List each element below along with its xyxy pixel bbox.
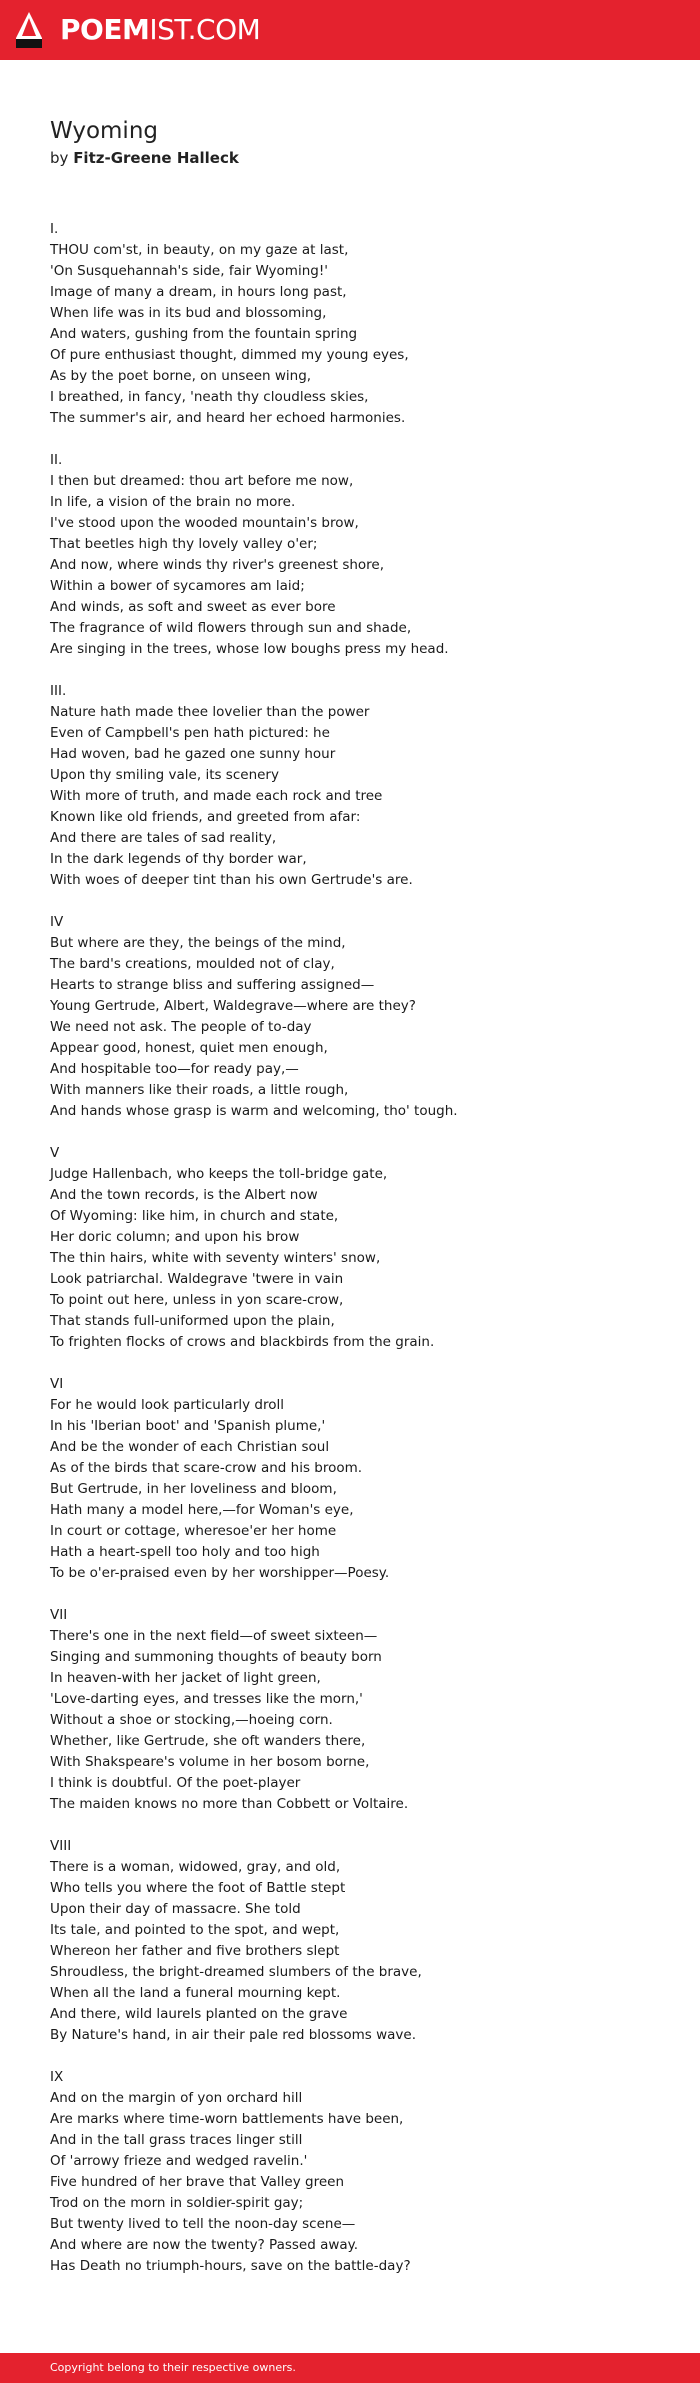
poem-line: Even of Campbell's pen hath pictured: he (50, 725, 330, 741)
by-label: by (50, 149, 69, 167)
poem-line: Hath a heart-spell too holy and too high (50, 1544, 320, 1560)
poem-stanza (50, 1143, 670, 1353)
poem-line: And there are tales of sad reality, (50, 830, 277, 846)
poem-line: Singing and summoning thoughts of beauty born (50, 1649, 382, 1665)
poem-line: In court or cottage, wheresoe'er her home (50, 1523, 337, 1539)
poem-line: We need not ask. The people of to-day (50, 1019, 312, 1035)
poem-line: Young Gertrude, Albert, Waldegrave—where are they? (50, 998, 416, 1014)
poem-line: I breathed, in fancy, 'neath thy cloudless skies, (50, 389, 369, 405)
poem-byline (50, 148, 239, 168)
poem-line: Its tale, and pointed to the spot, and wept, (50, 1922, 340, 1938)
poem-line: There's one in the next field—of sweet sixteen— (50, 1628, 378, 1644)
poem-line: To frighten flocks of crows and blackbirds from the grain. (50, 1334, 435, 1350)
poem-line: Within a bower of sycamores am laid; (50, 578, 305, 594)
poem-line: With more of truth, and made each rock and tree (50, 788, 383, 804)
poem-line: THOU com'st, in beauty, on my gaze at last, (50, 242, 349, 258)
poem-line: Five hundred of her brave that Valley green (50, 2174, 345, 2190)
poem-line: Shroudless, the bright-dreamed slumbers of the brave, (50, 1964, 422, 1980)
poem-stanza (50, 681, 670, 891)
poem-line: The thin hairs, white with seventy winters' snow, (50, 1250, 381, 1266)
poem-line: With manners like their roads, a little rough, (50, 1082, 349, 1098)
poem-line: I think is doubtful. Of the poet-player (50, 1775, 301, 1791)
stanza-number: V (50, 1145, 60, 1161)
site-footer (0, 2353, 700, 2383)
poem-line: In life, a vision of the brain no more. (50, 494, 296, 510)
poem-line: That beetles high thy lovely valley o'er; (50, 536, 318, 552)
logo-light-text: IST.COM (149, 13, 261, 46)
poem-stanza (50, 1605, 670, 1815)
stanza-number: VIII (50, 1838, 72, 1854)
poem-line: But where are they, the beings of the mind, (50, 935, 346, 951)
poem-line: And on the margin of yon orchard hill (50, 2090, 303, 2106)
poem-line: By Nature's hand, in air their pale red blossoms wave. (50, 2027, 416, 2043)
stanza-number: IX (50, 2069, 64, 2085)
poem-line: And in the tall grass traces linger still (50, 2132, 303, 2148)
poem-stanza (50, 1374, 670, 1584)
poem-line: Look patriarchal. Waldegrave 'twere in vain (50, 1271, 344, 1287)
poem-line: Upon their day of massacre. She told (50, 1901, 301, 1917)
poem-line: 'Love-darting eyes, and tresses like the morn,' (50, 1691, 363, 1707)
poem-author[interactable]: Fitz-Greene Halleck (73, 149, 239, 167)
poem-line: Of Wyoming: like him, in church and state, (50, 1208, 339, 1224)
poem-line: And now, where winds thy river's greenest shore, (50, 557, 385, 573)
poem-line: And where are now the twenty? Passed away. (50, 2237, 359, 2253)
poem-title: Wyoming (50, 118, 158, 144)
poem-line: In his 'Iberian boot' and 'Spanish plume,' (50, 1418, 326, 1434)
poem-line: Her doric column; and upon his brow (50, 1229, 300, 1245)
poem-line: When life was in its bud and blossoming, (50, 305, 327, 321)
stanza-number: II. (50, 452, 63, 468)
poem-line: Appear good, honest, quiet men enough, (50, 1040, 328, 1056)
poem-line: Hath many a model here,—for Woman's eye, (50, 1502, 354, 1518)
poem-line: I then but dreamed: thou art before me now, (50, 473, 354, 489)
poem-line: As of the birds that scare-crow and his broom. (50, 1460, 363, 1476)
pen-nib-icon[interactable] (16, 12, 42, 48)
poem-stanza (50, 2067, 670, 2277)
poem-line: For he would look particularly droll (50, 1397, 284, 1413)
stanza-number: III. (50, 683, 67, 699)
poem-line: Are marks where time-worn battlements have been, (50, 2111, 404, 2127)
poem-stanza (50, 912, 670, 1122)
poem-line: Judge Hallenbach, who keeps the toll-bridge gate, (50, 1166, 388, 1182)
poem-line: Without a shoe or stocking,—hoeing corn. (50, 1712, 333, 1728)
poem-line: But twenty lived to tell the noon-day scene— (50, 2216, 356, 2232)
poem-line: Known like old friends, and greeted from afar: (50, 809, 361, 825)
poem-line: To be o'er-praised even by her worshipper—Poesy. (50, 1565, 390, 1581)
poem-line: To point out here, unless in yon scare-crow, (50, 1292, 344, 1308)
poem-stanza (50, 1836, 670, 2046)
poem-line: And be the wonder of each Christian soul (50, 1439, 330, 1455)
poem-line: That stands full-uniformed upon the plain, (50, 1313, 335, 1329)
poem-line: And the town records, is the Albert now (50, 1187, 318, 1203)
poem-line: Nature hath made thee lovelier than the power (50, 704, 370, 720)
poem-line: When all the land a funeral mourning kept. (50, 1985, 341, 2001)
stanza-number: IV (50, 914, 64, 930)
poem-line: In heaven-with her jacket of light green, (50, 1670, 321, 1686)
poem-line: Has Death no triumph-hours, save on the battle-day? (50, 2258, 411, 2274)
stanza-number: VI (50, 1376, 64, 1392)
poem-line: In the dark legends of thy border war, (50, 851, 307, 867)
poem-line: And hospitable too—for ready pay,— (50, 1061, 299, 1077)
poem-line: Had woven, bad he gazed one sunny hour (50, 746, 336, 762)
logo-bold-text: POEM (60, 13, 150, 46)
poem-line: And there, wild laurels planted on the grave (50, 2006, 348, 2022)
poem-line: Are singing in the trees, whose low boughs press my head. (50, 641, 449, 657)
poem-line: 'On Susquehannah's side, fair Wyoming!' (50, 263, 328, 279)
poem-line: Whether, like Gertrude, she oft wanders there, (50, 1733, 366, 1749)
poem-line: The summer's air, and heard her echoed harmonies. (50, 410, 406, 426)
poem-line: Who tells you where the foot of Battle stept (50, 1880, 346, 1896)
site-logo[interactable] (60, 13, 260, 47)
poem-line: Of pure enthusiast thought, dimmed my young eyes, (50, 347, 409, 363)
stanza-number: I. (50, 221, 59, 237)
poem-line: Image of many a dream, in hours long past, (50, 284, 347, 300)
poem-line: The fragrance of wild flowers through sun and shade, (50, 620, 412, 636)
poem-line: Trod on the morn in soldier-spirit gay; (50, 2195, 304, 2211)
poem-line: With woes of deeper tint than his own Gertrude's are. (50, 872, 413, 888)
poem-line: Whereon her father and five brothers slept (50, 1943, 340, 1959)
poem-line: As by the poet borne, on unseen wing, (50, 368, 312, 384)
poem-stanza (50, 219, 670, 429)
poem-line: But Gertrude, in her loveliness and bloom, (50, 1481, 337, 1497)
poem-line: And waters, gushing from the fountain spring (50, 326, 358, 342)
poem-line: And winds, as soft and sweet as ever bore (50, 599, 336, 615)
stanza-number: VII (50, 1607, 68, 1623)
poem-line: The bard's creations, moulded not of clay, (50, 956, 335, 972)
poem-line: Hearts to strange bliss and suffering assigned— (50, 977, 375, 993)
poem-body (50, 219, 670, 2298)
poem-line: I've stood upon the wooded mountain's brow, (50, 515, 359, 531)
poem-line: The maiden knows no more than Cobbett or Voltaire. (50, 1796, 409, 1812)
poem-line: Of 'arrowy frieze and wedged ravelin.' (50, 2153, 308, 2169)
poem-line: With Shakspeare's volume in her bosom borne, (50, 1754, 370, 1770)
poem-line: Upon thy smiling vale, its scenery (50, 767, 279, 783)
site-header (0, 0, 700, 60)
poem-line: There is a woman, widowed, gray, and old, (50, 1859, 341, 1875)
poem-stanza (50, 450, 670, 660)
copyright-notice: Copyright belong to their respective owners. (50, 2361, 296, 2374)
poem-line: And hands whose grasp is warm and welcoming, tho' tough. (50, 1103, 458, 1119)
